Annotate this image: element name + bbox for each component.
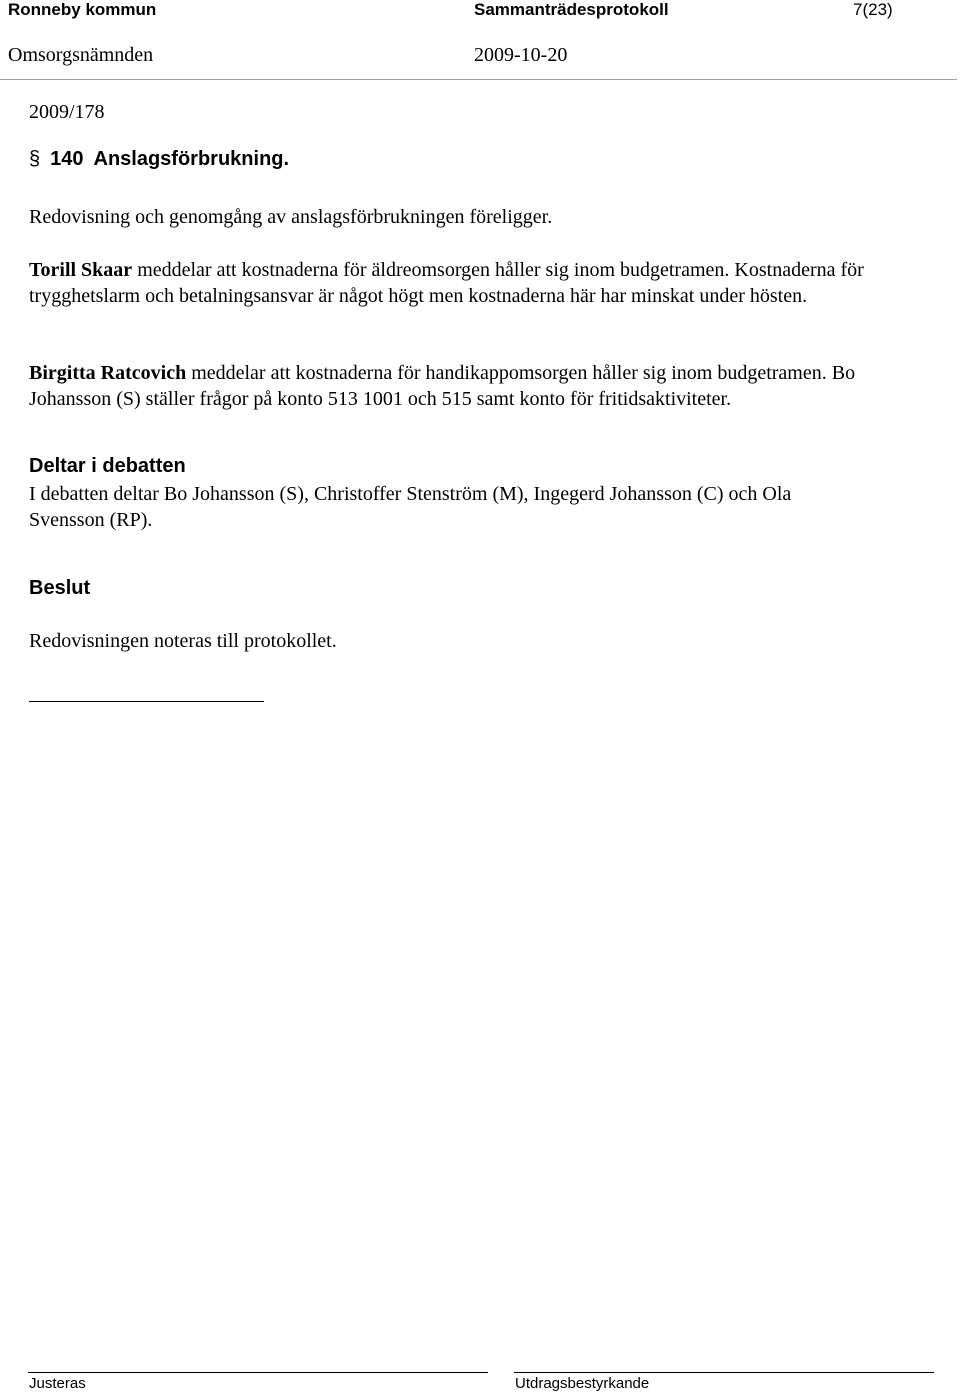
justeras-label: Justeras xyxy=(29,1375,86,1392)
speaker-name: Torill Skaar xyxy=(29,259,133,281)
paragraph-number: 140 xyxy=(50,148,84,170)
speaker-statement: meddelar att kostnaderna för handikappomsorgen håller sig inom budgetramen. Bo Johansson (S) ställer frågor på konto 513 1001 och 515 samt konto för fritidsaktiviteter. xyxy=(29,362,856,410)
committee-name: Omsorgsnämnden xyxy=(8,44,154,66)
municipality-name: Ronneby kommun xyxy=(8,0,157,19)
debate-heading: Deltar i debatten xyxy=(29,455,186,477)
page-number: 7(23) xyxy=(853,0,893,19)
paragraph-title: Anslagsförbrukning. xyxy=(93,148,290,170)
header-divider xyxy=(0,79,957,80)
end-divider xyxy=(29,701,264,702)
case-number: 2009/178 xyxy=(29,101,105,123)
utdrag-signature-line xyxy=(514,1372,934,1373)
skaar-paragraph xyxy=(29,257,939,309)
justeras-signature-line xyxy=(28,1372,488,1373)
utdragsbestyrkande-label: Utdragsbestyrkande xyxy=(515,1375,650,1392)
paragraph-heading xyxy=(29,148,289,171)
document-type: Sammanträdesprotokoll xyxy=(474,0,669,19)
decision-heading: Beslut xyxy=(29,577,91,599)
speaker-name: Birgitta Ratcovich xyxy=(29,362,187,384)
debate-paragraph: I debatten deltar Bo Johansson (S), Christoffer Stenström (M), Ingegerd Johansson (C) och Ola Svensson (RP). xyxy=(29,483,792,531)
decision-paragraph: Redovisningen noteras till protokollet. xyxy=(29,630,337,652)
intro-paragraph: Redovisning och genomgång av anslagsförbrukningen föreligger. xyxy=(29,206,553,228)
meeting-date: 2009-10-20 xyxy=(474,44,568,66)
section-symbol: § xyxy=(29,148,41,170)
ratcovich-paragraph xyxy=(29,360,939,412)
speaker-statement: meddelar att kostnaderna för äldreomsorgen håller sig inom budgetramen. Kostnaderna för trygghetslarm och betalningsansvar är något högt men kostnaderna här har minskat under hösten. xyxy=(29,259,864,307)
